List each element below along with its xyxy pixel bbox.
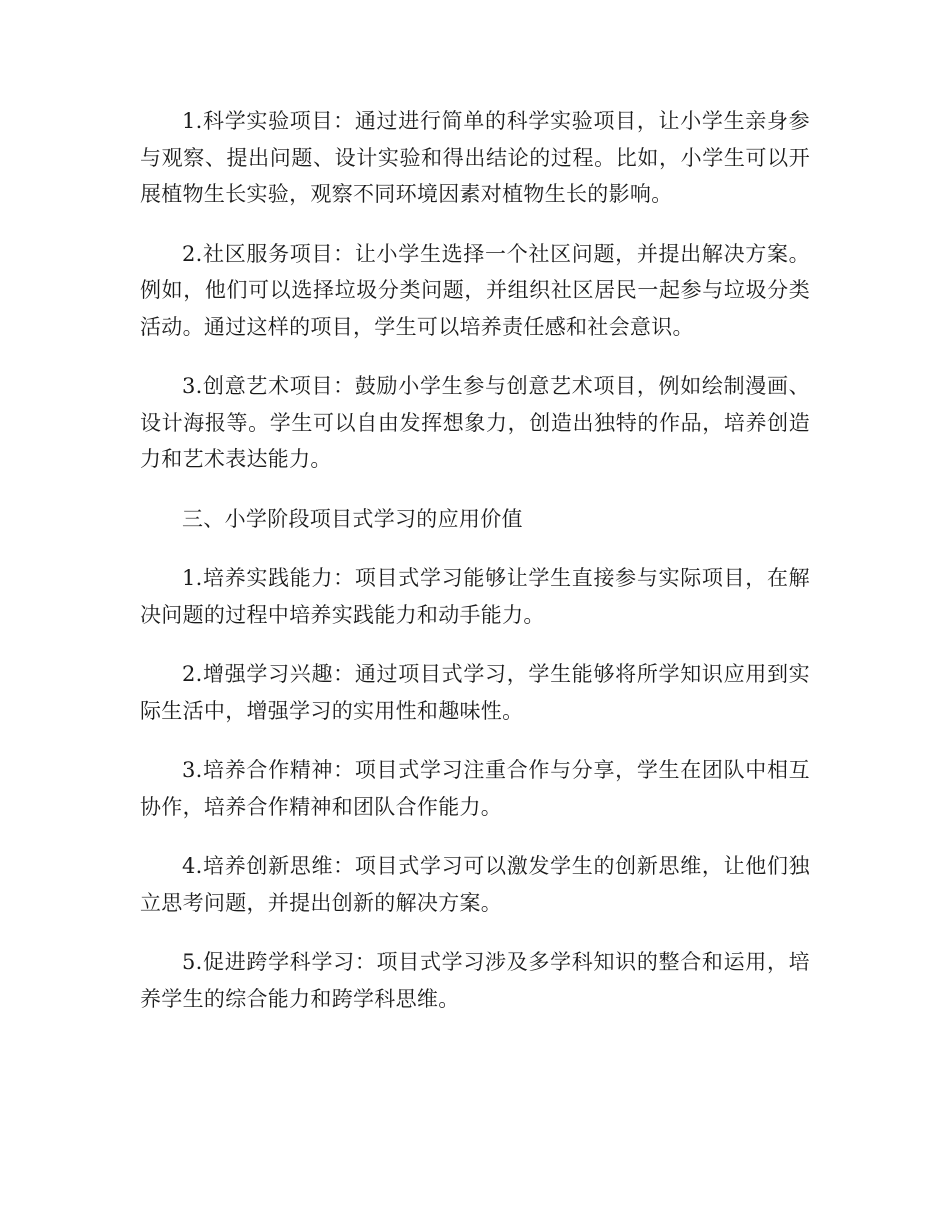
paragraph-interdisciplinary: 5.促进跨学科学习：项目式学习涉及多学科知识的整合和运用，培养学生的综合能力和跨学科思维。 bbox=[140, 950, 810, 1011]
paragraph-learning-interest: 2.增强学习兴趣：通过项目式学习，学生能够将所学知识应用到实际生活中，增强学习的实用性和趣味性。 bbox=[140, 662, 810, 723]
paragraph-innovation: 4.培养创新思维：项目式学习可以激发学生的创新思维，让他们独立思考问题，并提出创新的解决方案。 bbox=[140, 854, 810, 915]
document-body bbox=[140, 103, 810, 1040]
paragraph-cooperation: 3.培养合作精神：项目式学习注重合作与分享，学生在团队中相互协作，培养合作精神和团队合作能力。 bbox=[140, 758, 810, 819]
paragraph-practical-ability: 1.培养实践能力：项目式学习能够让学生直接参与实际项目，在解决问题的过程中培养实践能力和动手能力。 bbox=[140, 566, 810, 627]
paragraph-community-service: 2.社区服务项目：让小学生选择一个社区问题，并提出解决方案。例如，他们可以选择垃圾分类问题，并组织社区居民一起参与垃圾分类活动。通过这样的项目，学生可以培养责任感和社会意识。 bbox=[140, 241, 810, 339]
paragraph-creative-art: 3.创意艺术项目：鼓励小学生参与创意艺术项目，例如绘制漫画、设计海报等。学生可以自由发挥想象力，创造出独特的作品，培养创造力和艺术表达能力。 bbox=[140, 374, 810, 471]
section-heading-application-value: 三、小学阶段项目式学习的应用价值 bbox=[182, 506, 523, 531]
paragraph-science-project: 1.科学实验项目：通过进行简单的科学实验项目，让小学生亲身参与观察、提出问题、设计实验和得出结论的过程。比如，小学生可以开展植物生长实验，观察不同环境因素对植物生长的影响。 bbox=[140, 109, 810, 206]
